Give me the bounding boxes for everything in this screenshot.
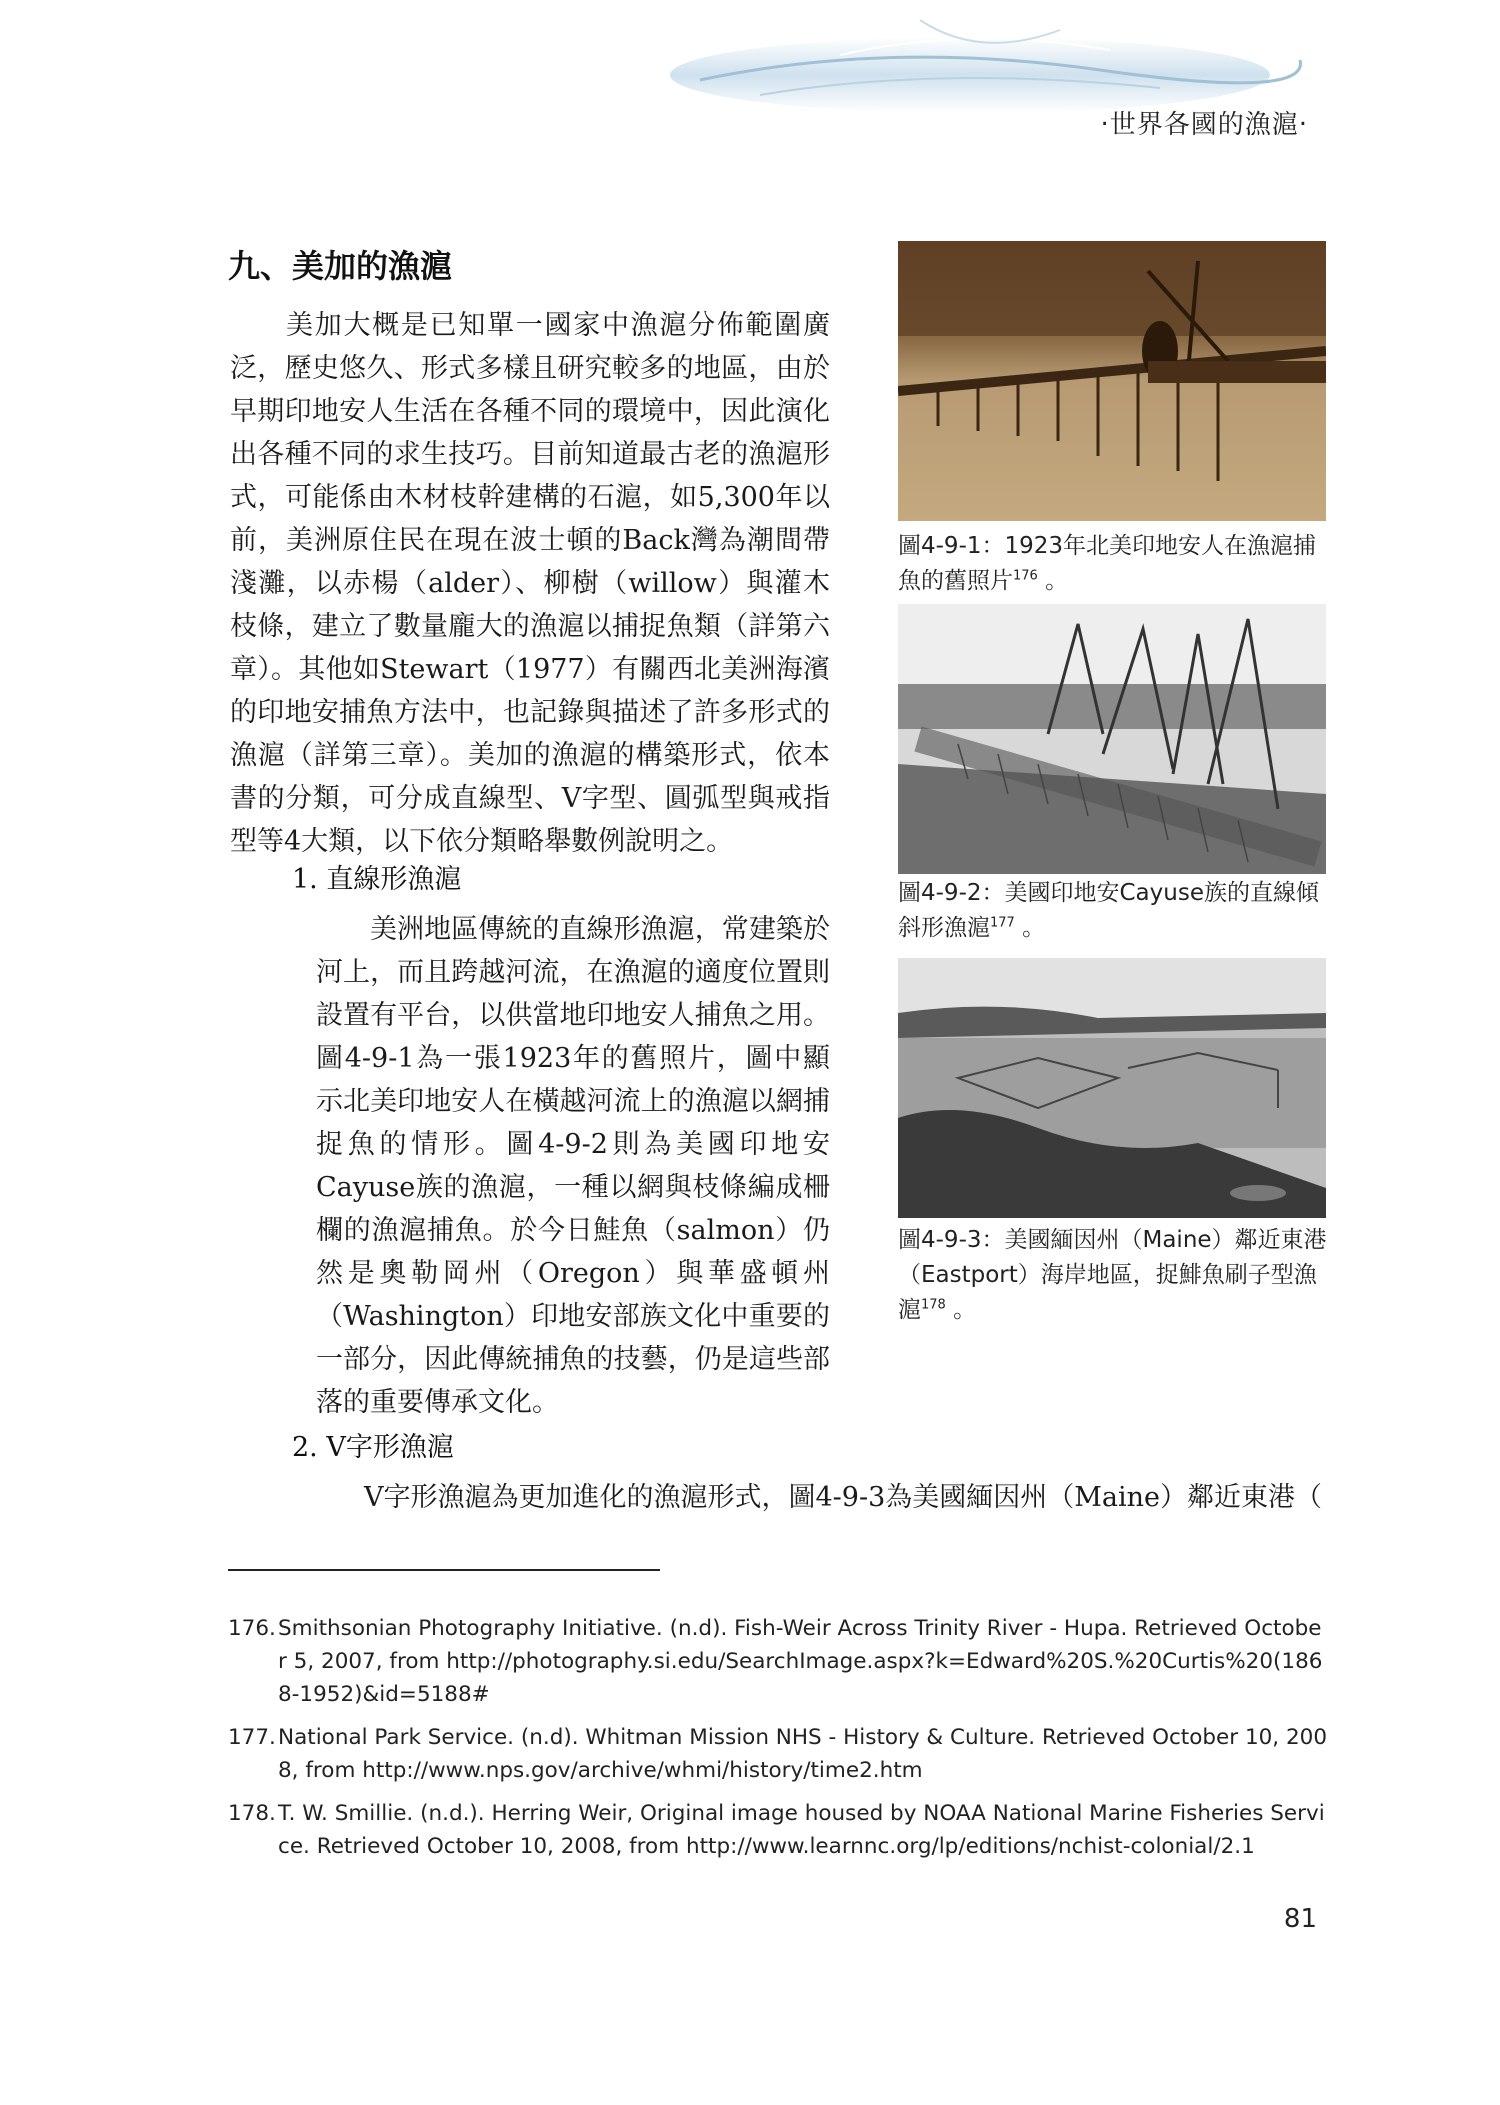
running-header: ‧世界各國的漁滬‧ (1100, 110, 1308, 140)
caption-end: 。 (1037, 568, 1069, 594)
intro-text: 美加大概是已知單一國家中漁滬分佈範圍廣泛，歷史悠久、形式多樣且研究較多的地區，由於早期印地安人生活在各種不同的環境中，因此演化出各種不同的求生技巧。目前知道最古老的漁滬形式，可能係由木材枝幹建構的石滬，如5,300年以前，美洲原住民在現在波士頓的Back灣為潮間帶淺灘，以赤楊（alder）、柳樹（willow）與灌木枝條，建立了數量龐大的漁滬以捕捉魚類（詳第六章）。其他如Stewart（1977）有關西北美洲海濱的印地安捕魚方法中，也記錄與描述了許多形式的漁滬（詳第三章）。美加的漁滬的構築形式，依本書的分類，可分成直線型、V字型、圓弧型與戒指型等4大類，以下依分類略舉數例說明之。 (230, 310, 830, 857)
subsection-heading-v: 2. V字形漁滬 (292, 1432, 454, 1463)
v-weir-text: V字形漁滬為更加進化的漁滬形式，圖4-9-3為美國緬因州（Maine）鄰近東港（ (364, 1482, 1323, 1513)
section-title: 九、美加的漁滬 (228, 247, 453, 285)
figure-photo-river-weir (898, 241, 1326, 521)
figure-caption-1 (898, 529, 1328, 599)
footnote-text: T. W. Smillie. (n.d.). Herring Weir, Original image housed by NOAA National Marine Fisheries Service. Retrieved October 10, 2008, from http://www.learnnc.org/lp/editions/nchist-colonial/2.1 (278, 1801, 1325, 1859)
footnotes (228, 1612, 1328, 1873)
footnote-number: 178. (228, 1801, 276, 1826)
straight-weir-text: 美洲地區傳統的直線形漁滬，常建築於河上，而且跨越河流，在漁滬的適度位置則設置有平台，以供當地印地安人捕魚之用。圖4-9-1為一張1923年的舊照片，圖中顯示北美印地安人在橫越河流上的漁滬以網捕捉魚的情形。圖4-9-2則為美國印地安Cayuse族的漁滬，一種以網與枝條編成柵欄的漁滬捕魚。於今日鮭魚（salmon）仍然是奧勒岡州（Oregon）與華盛頓州（Washington）印地安部族文化中重要的一部分，因此傳統捕魚的技藝，仍是這些部落的重要傳承文化。 (316, 914, 830, 1418)
caption-text: 圖4-9-1：1923年北美印地安人在漁滬捕魚的舊照片 (898, 533, 1317, 594)
page-number: 81 (1283, 1904, 1317, 1934)
footnote-divider (228, 1569, 660, 1571)
footnote-number: 176. (228, 1616, 276, 1641)
footnote-item (228, 1797, 1328, 1863)
caption-text: 圖4-9-3：美國緬因州（Maine）鄰近東港（Eastport）海岸地區，捉鯡魚刷子型漁滬 (898, 1227, 1327, 1323)
subsection-heading-straight: 1. 直線形漁滬 (292, 864, 462, 895)
figure-caption-2 (898, 876, 1328, 946)
footnote-text: Smithsonian Photography Initiative. (n.d). Fish-Weir Across Trinity River - Hupa. Retrieved October 5, 2007, from http://photography.si.edu/SearchImage.aspx?k=Edward%20S.%20Curtis%20(1868-1952)&id=5188# (278, 1616, 1323, 1707)
caption-end: 。 (945, 1297, 977, 1323)
footnote-text: National Park Service. (n.d). Whitman Mission NHS - History & Culture. Retrieved October 10, 2008, from http://www.nps.gov/archive/whmi/history/time2.htm (278, 1725, 1328, 1783)
figure-photo-cayuse-weir (898, 604, 1326, 874)
figure-photo-herring-weir (898, 958, 1326, 1218)
figure-caption-3 (898, 1223, 1328, 1328)
caption-end: 。 (1014, 915, 1046, 941)
footnote-ref: 177 (990, 915, 1015, 931)
footnote-ref: 178 (921, 1297, 946, 1313)
straight-weir-paragraph (316, 908, 830, 1424)
v-weir-paragraph (364, 1476, 1324, 1519)
footnote-item (228, 1721, 1328, 1787)
footnote-item (228, 1612, 1328, 1711)
footnote-number: 177. (228, 1725, 276, 1750)
footnote-ref: 176 (1013, 568, 1038, 584)
intro-paragraph (230, 304, 830, 863)
caption-text: 圖4-9-2：美國印地安Cayuse族的直線傾斜形漁滬 (898, 880, 1319, 941)
